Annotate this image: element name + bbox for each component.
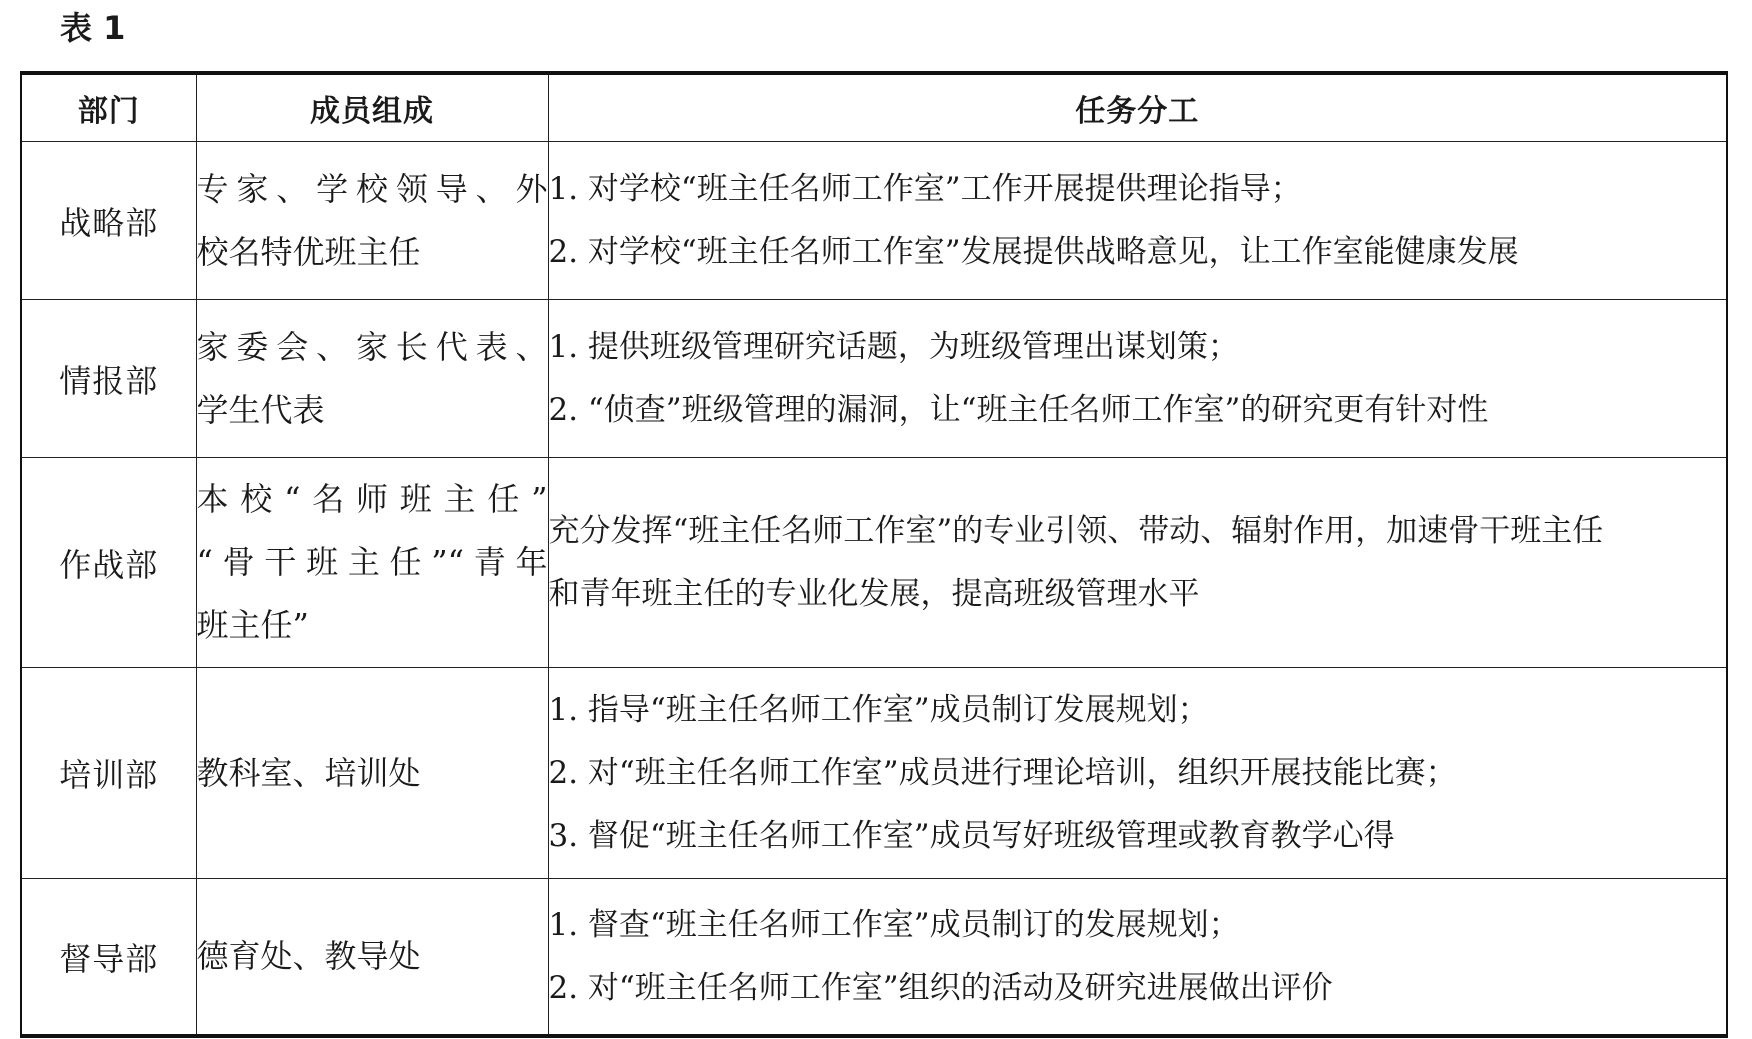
members-line: 校名特优班主任 <box>196 232 421 271</box>
task-line: 和青年班主任的专业化发展，提高班级管理水平 <box>548 575 1200 612</box>
members-line: 班主任” <box>196 606 309 644</box>
tasks-cell <box>548 300 1727 458</box>
task-line: 3. 督促“班主任名师工作室”成员写好班级管理或教育教学心得 <box>548 817 1395 854</box>
table-row <box>21 300 1727 458</box>
table-header-row <box>21 73 1727 142</box>
task-line: 2. 对学校“班主任名师工作室”发展提供战略意见，让工作室能健康发展 <box>548 233 1519 270</box>
members-line: 学生代表 <box>196 390 325 429</box>
header-members: 成员组成 <box>196 73 548 142</box>
task-line: 1. 对学校“班主任名师工作室”工作开展提供理论指导； <box>548 170 1302 207</box>
members-cell <box>196 879 548 1037</box>
table-row <box>21 458 1727 668</box>
department-cell: 战略部 <box>21 142 196 300</box>
table-caption: 表 1 <box>60 9 126 47</box>
department-cell: 情报部 <box>21 300 196 458</box>
task-line: 1. 指导“班主任名师工作室”成员制订发展规划； <box>548 691 1209 728</box>
members-cell <box>196 300 548 458</box>
tasks-cell <box>548 668 1727 879</box>
table-row <box>21 142 1727 300</box>
members-line: 专家、学校领导、外 <box>196 169 548 208</box>
header-tasks: 任务分工 <box>548 73 1727 142</box>
tasks-cell <box>548 879 1727 1037</box>
task-line: 2. “侦查”班级管理的漏洞，让“班主任名师工作室”的研究更有针对性 <box>548 391 1489 428</box>
task-line: 2. 对“班主任名师工作室”成员进行理论培训，组织开展技能比赛； <box>548 754 1457 791</box>
members-line: 本校“名师班主任” <box>196 480 548 518</box>
tasks-cell <box>548 142 1727 300</box>
department-cell: 督导部 <box>21 879 196 1037</box>
members-cell <box>196 142 548 300</box>
task-line: 2. 对“班主任名师工作室”组织的活动及研究进展做出评价 <box>548 969 1333 1006</box>
members-line: 家委会、家长代表、 <box>196 327 548 366</box>
task-line: 1. 督查“班主任名师工作室”成员制订的发展规划； <box>548 906 1240 943</box>
department-cell: 培训部 <box>21 668 196 879</box>
header-department: 部门 <box>21 73 196 142</box>
department-cell: 作战部 <box>21 458 196 668</box>
members-cell <box>196 668 548 879</box>
members-line: 教科室、培训处 <box>196 753 421 792</box>
members-line: “骨干班主任”“青年 <box>196 543 548 581</box>
task-line: 充分发挥“班主任名师工作室”的专业引领、带动、辐射作用，加速骨干班主任 <box>548 512 1604 549</box>
organization-table <box>20 71 1728 1038</box>
table-row <box>21 879 1727 1037</box>
members-cell <box>196 458 548 668</box>
task-line: 1. 提供班级管理研究话题，为班级管理出谋划策； <box>548 328 1239 365</box>
members-line: 德育处、教导处 <box>196 937 421 975</box>
table-row <box>21 668 1727 879</box>
tasks-cell <box>548 458 1727 668</box>
